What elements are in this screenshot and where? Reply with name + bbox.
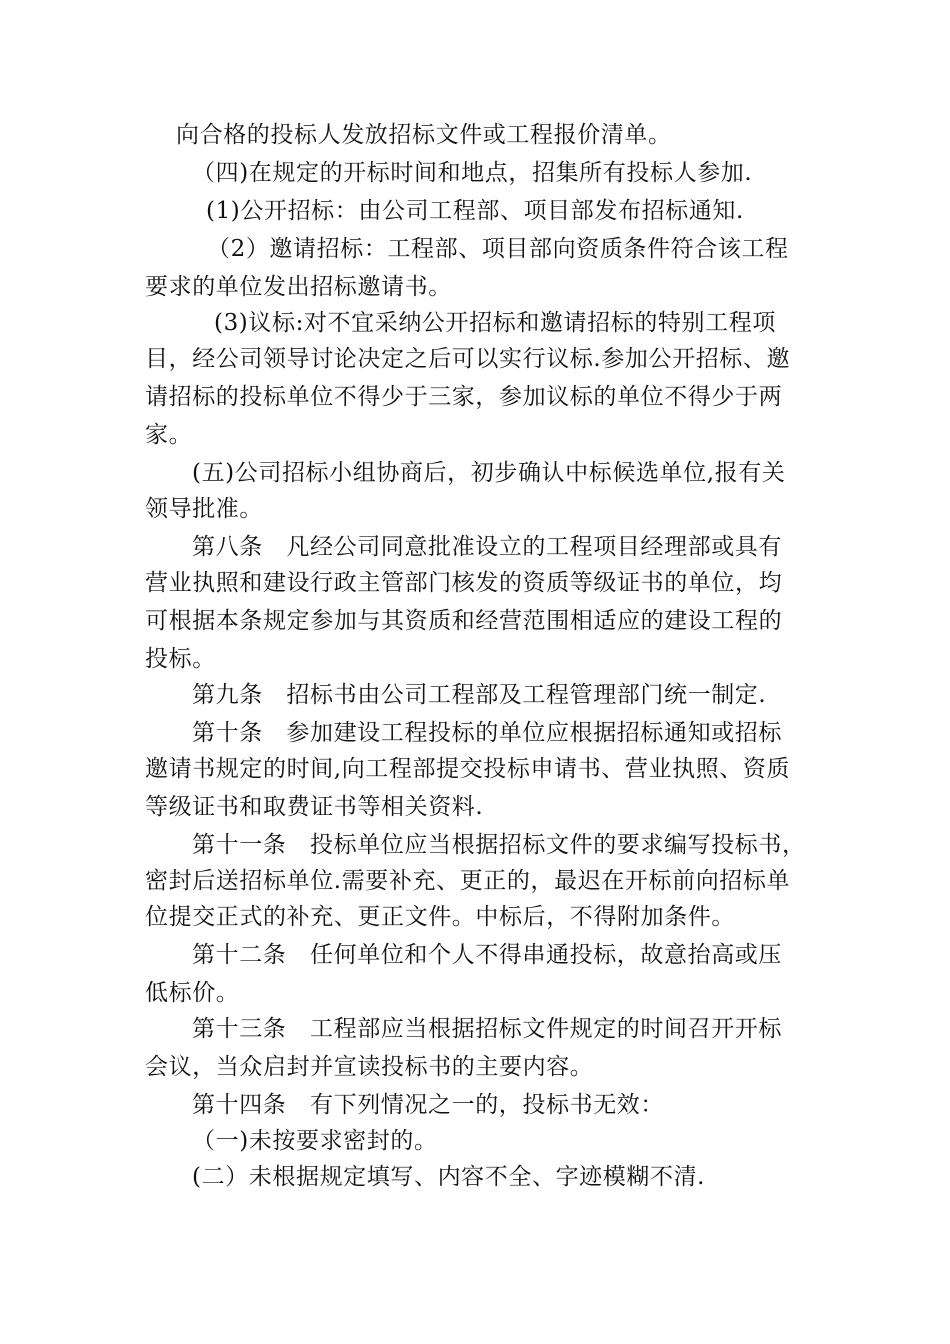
- text-line: (二）未根据规定填写、内容不全、字迹模糊不清.: [192, 1164, 706, 1190]
- text-line: 会议，当众启封并宣读投标书的主要内容。: [145, 1054, 594, 1080]
- text-line: 投标。: [145, 646, 216, 672]
- text-line: 低标价。: [145, 980, 240, 1006]
- text-line: 位提交正式的补充、更正文件。中标后，不得附加条件。: [145, 904, 735, 930]
- text-line: （一)未按要求密封的。: [192, 1128, 438, 1154]
- text-line: （2）邀请招标：工程部、项目部向资质条件符合该工程: [207, 236, 789, 262]
- text-line: 可根据本条规定参加与其资质和经营范围相适应的建设工程的: [145, 608, 783, 634]
- text-line: (五)公司招标小组协商后，初步确认中标候选单位,报有关: [192, 460, 786, 486]
- text-line: (3)议标:对不宜采纳公开招标和邀请招标的特别工程项: [214, 310, 776, 336]
- text-line: 目，经公司领导讨论决定之后可以实行议标.参加公开招标、邀: [145, 346, 791, 372]
- text-line: （四)在规定的开标时间和地点，招集所有投标人参加.: [192, 160, 753, 186]
- text-line: 第十四条 有下列情况之一的，投标书无效：: [192, 1092, 664, 1118]
- text-line: 领导批准。: [145, 496, 263, 522]
- text-line: 请招标的投标单位不得少于三家，参加议标的单位不得少于两: [145, 384, 783, 410]
- text-line: 向合格的投标人发放招标文件或工程报价清单。: [176, 122, 672, 148]
- text-line: 要求的单位发出招标邀请书。: [145, 274, 452, 300]
- text-line: 营业执照和建设行政主管部门核发的资质等级证书的单位，均: [145, 570, 783, 596]
- text-line: 第八条 凡经公司同意批准设立的工程项目经理部或具有: [192, 534, 782, 560]
- text-line: (1)公开招标：由公司工程部、项目部发布招标通知.: [206, 198, 744, 224]
- text-line: 第十一条 投标单位应当根据招标文件的要求编写投标书，: [192, 832, 806, 858]
- text-line: 密封后送招标单位.需要补充、更正的，最迟在开标前向招标单: [145, 868, 791, 894]
- text-line: 第九条 招标书由公司工程部及工程管理部门统一制定.: [192, 682, 767, 708]
- text-line: 第十三条 工程部应当根据招标文件规定的时间召开开标: [192, 1016, 782, 1042]
- text-line: 第十二条 任何单位和个人不得串通投标，故意抬高或压: [192, 942, 782, 968]
- text-line: 等级证书和取费证书等相关资料.: [145, 794, 484, 820]
- text-line: 家。: [145, 422, 193, 448]
- text-line: 邀请书规定的时间,向工程部提交投标申请书、营业执照、资质: [145, 756, 791, 782]
- text-line: 第十条 参加建设工程投标的单位应根据招标通知或招标: [192, 720, 782, 746]
